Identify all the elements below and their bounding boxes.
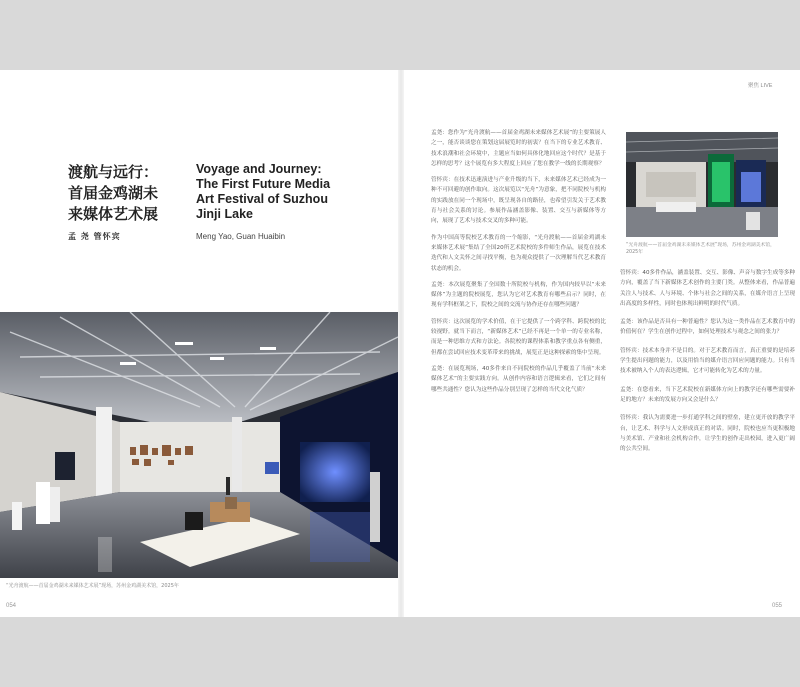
title-en-line: Art Festival of Suzhou	[196, 192, 328, 206]
article-column-1	[431, 128, 606, 401]
paragraph: 孟尧：在您看来，当下艺术院校在新媒体方向上的教学还有哪些需要补足的地方？未来的发展方向又会是什么？	[620, 386, 795, 403]
page-number-right: 055	[772, 603, 783, 609]
paragraph: 管怀宾：在技术迅速演进与产业升级的当下，未来媒体艺术已经成为一种不可回避的创作取向。这次展览以“光舟”为意象，把不同院校与机构的实践放在同一个现场中，既呈现各自的路径，也希望引发关于艺术教育与社会关系的讨论。参展作品涵盖影像、装置、交互与新媒体等方向，展现了艺术与技术交叉的多种可能。	[431, 177, 606, 225]
page-number-left: 054	[6, 603, 17, 609]
installation-photo	[626, 132, 778, 237]
paragraph: 管怀宾：40多件作品，涵盖装置、交互、影像、声音与数字生成等多种方向，覆盖了当下新媒体艺术创作的主要门类。从整体来看，作品普遍关注人与技术、人与环境、个体与社会之间的关系，在媒介语言上呈现出高度的多样性，同时也体现出鲜明的时代气质。	[620, 270, 795, 307]
photo-caption-right: “光舟渡航——首届金鸡湖未来媒体艺术展”现场，苏州金鸡湖美术馆，2025年	[626, 243, 775, 255]
section-header: 聚焦 LIVE	[748, 83, 773, 89]
article-column-2	[620, 268, 795, 462]
exhibition-hall-photo	[0, 312, 398, 578]
photo-caption-left: “光舟渡航——首届金鸡湖未来媒体艺术展”现场，苏州金鸡湖美术馆，2025年	[6, 583, 179, 589]
title-cn-line: 来媒体艺术展	[68, 205, 159, 223]
paragraph: 孟尧：该作品是否具有一种普遍性？您认为这一类作品在艺术教育中的价值何在？学生在创作过程中，如何处理技术与观念之间的张力？	[620, 319, 795, 336]
paragraph: 管怀宾：技术本身并不是目的。对于艺术教育而言，真正重要的是培养学生提出问题的能力，以及用恰当的媒介语言回应问题的能力。只有当技术被纳入个人的表达逻辑，它才可能转化为艺术的力量。	[620, 347, 795, 375]
authors-en: Meng Yao, Guan Huaibin	[196, 232, 286, 241]
page-gutter	[398, 70, 404, 617]
paragraph: 管怀宾：这次展览的学术价值，在于它提供了一个跨学科、跨院校的比较视野。就当下而言，“新媒体艺术”已经不再是一个单一的专业名称，而是一种思维方式和方法论。各院校的课程体系和教学重点各有侧重，但都在尝试回应技术变革带来的挑战，展览正是这种探索的集中呈现。	[431, 318, 606, 356]
title-cn-line: 首届金鸡湖未	[68, 184, 159, 202]
title-en-line: Voyage and Journey:	[196, 162, 322, 176]
paragraph: 孟尧：您作为“光舟渡航——首届金鸡湖未来媒体艺术展”的主要策展人之一，能否谈谈您在策划这届展览时的初衷？在当下的专业艺术教育、技术浪潮和社会环境中，主题应当如何具体化地回应这个时代？是基于怎样的思考？这个展览有多大程度上回应了您在教学一线的长期观察？	[431, 130, 606, 167]
paragraph: 管怀宾：我认为需要进一步打通学科之间的壁垒，建立更开放的教学平台，让艺术、科学与人文形成真正的对话。同时，院校也应当更积极地与美术馆、产业和社会机构合作，让学生的创作走出校园，进入更广阔的公共空间。	[620, 415, 795, 453]
title-en-line: Jinji Lake	[196, 207, 253, 221]
paragraph: 孟尧：本次展览聚集了全国数十所院校与机构，作为国内较早以“未来媒体”为主题的院校展览，您认为它对艺术教育有哪些启示？同时，在现有学科框架之下，院校之间的交流与协作还存在哪些问题？	[431, 281, 606, 309]
article-title-en	[196, 162, 330, 222]
title-en-line: The First Future Media	[196, 177, 331, 191]
paragraph: 孟尧：在展览现场，40多件来自不同院校的作品几乎覆盖了当前“未来媒体艺术”的主要实践方向。从创作内容和语言逻辑来看，它们之间有哪些共通性？您认为这些作品分别呈现了怎样的当代文化气质？	[431, 365, 606, 393]
paragraph: 作为中国高等院校艺术教育的一个缩影，“光舟渡航——首届金鸡湖未来媒体艺术展”集结了全国20所艺术院校的多件师生作品，展览在技术迭代和人文关怀之间寻找平衡，也为观众提供了一次理解当代艺术教育状态的机会。	[431, 234, 606, 272]
authors-cn: 孟 尧 管怀宾	[68, 232, 121, 241]
article-title-cn	[68, 162, 158, 225]
title-cn-line: 渡航与远行：	[68, 163, 159, 181]
magazine-spread	[0, 70, 800, 617]
